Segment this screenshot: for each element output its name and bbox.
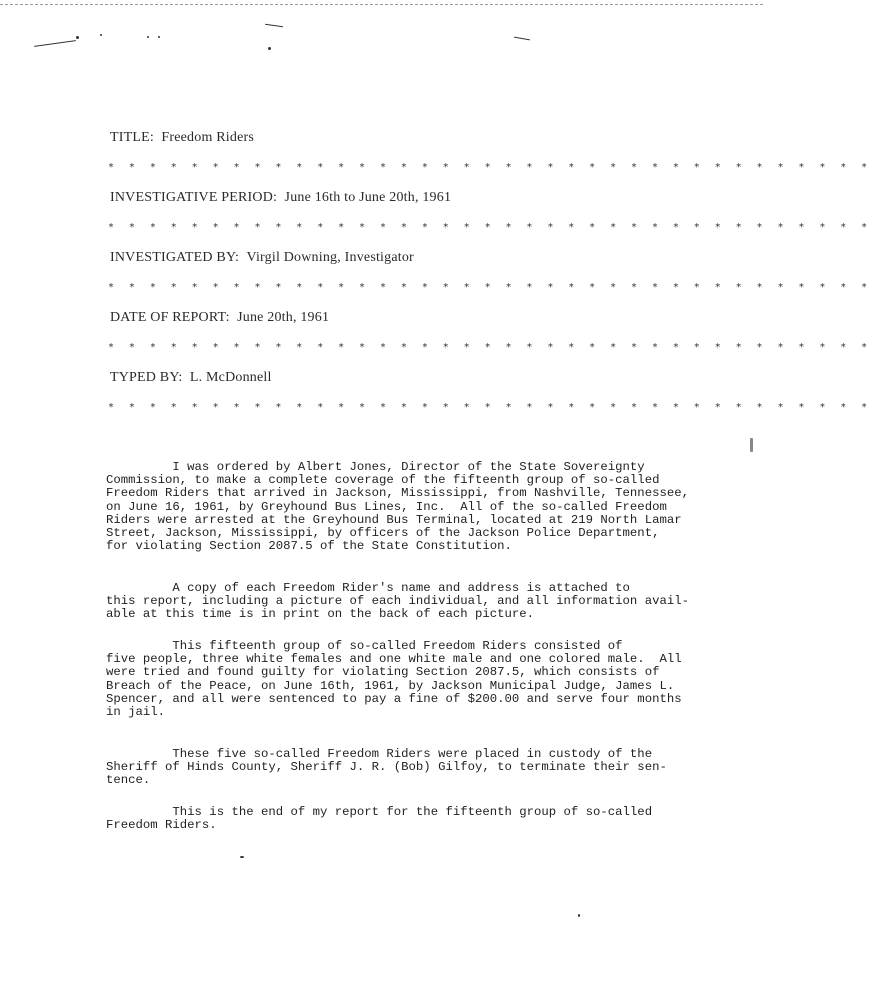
title-label: TITLE:	[110, 130, 154, 145]
scan-speck	[147, 36, 149, 38]
text-line: Street, Jackson, Mississippi, by officers of the Jackson Police Department,	[106, 526, 660, 541]
scan-speck	[578, 914, 580, 917]
text-line: were tried and found guilty for violating Section 2087.5, which consists of	[106, 665, 660, 680]
period-label: INVESTIGATIVE PERIOD:	[110, 190, 278, 205]
text-line: A copy of each Freedom Rider's name and address is attached to	[106, 581, 630, 595]
separator: * * * * * * * * * * * * * * * * * * * * * * * * * * * * * * * * * * * * *	[108, 282, 872, 293]
paragraph-2	[106, 582, 706, 622]
period-value: June 16th to June 20th, 1961	[284, 190, 452, 205]
scan-mark	[514, 37, 530, 41]
text-line: this report, including a picture of each individual, and all information avail-	[106, 594, 689, 609]
text-line: Riders were arrested at the Greyhound Bus Terminal, located at 219 North Lamar	[106, 512, 682, 527]
text-line: Freedom Riders that arrived in Jackson, Mississippi, from Nashville, Tennessee,	[106, 486, 689, 501]
text-line: tence.	[106, 773, 151, 788]
scan-speck	[76, 36, 79, 39]
text-line: able at this time is in print on the back of each picture.	[106, 607, 535, 622]
text-line: This is the end of my report for the fifteenth group of so-called	[106, 805, 653, 819]
text-line: five people, three white females and one white male and one colored male. All	[106, 652, 682, 667]
scan-edge-line	[0, 4, 763, 5]
period-field	[110, 190, 451, 206]
scan-mark	[34, 40, 76, 47]
date-label: DATE OF REPORT:	[110, 310, 230, 325]
text-line: Sheriff of Hinds County, Sheriff J. R. (Bob) Gilfoy, to terminate their sen-	[106, 760, 667, 775]
separator: * * * * * * * * * * * * * * * * * * * * * * * * * * * * * * * * * * * * *	[108, 342, 872, 353]
scan-speck	[158, 36, 160, 38]
scan-speck	[268, 47, 271, 50]
text-line: Breach of the Peace, on June 16th, 1961, by Jackson Municipal Judge, James L.	[106, 678, 675, 693]
text-line: I was ordered by Albert Jones, Director of the State Sovereignty	[106, 460, 645, 474]
scan-speck	[100, 34, 102, 36]
title-field	[110, 130, 254, 146]
text-line: Freedom Riders.	[106, 818, 217, 833]
text-line: on June 16, 1961, by Greyhound Bus Lines, Inc. All of the so-called Freedom	[106, 499, 667, 514]
text-line: in jail.	[106, 705, 166, 720]
investigator-label: INVESTIGATED BY:	[110, 250, 240, 265]
text-line: These five so-called Freedom Riders were placed in custody of the	[106, 747, 653, 761]
separator: * * * * * * * * * * * * * * * * * * * * * * * * * * * * * * * * * * * * *	[108, 222, 872, 233]
text-line: Commission, to make a complete coverage of the fifteenth group of so-called	[106, 473, 660, 488]
date-value: June 20th, 1961	[237, 310, 330, 325]
title-value: Freedom Riders	[161, 130, 254, 145]
text-line: for violating Section 2087.5 of the State Constitution.	[106, 539, 512, 554]
paragraph-4	[106, 748, 706, 788]
paragraph-1	[106, 461, 706, 553]
separator: * * * * * * * * * * * * * * * * * * * * * * * * * * * * * * * * * * * * *	[108, 402, 872, 413]
scan-speck	[240, 856, 244, 858]
investigator-field	[110, 250, 414, 266]
typed-field	[110, 370, 272, 386]
date-field	[110, 310, 329, 326]
paragraph-3	[106, 640, 706, 719]
scan-speck	[750, 438, 753, 452]
text-line: This fifteenth group of so-called Freedom Riders consisted of	[106, 639, 623, 653]
typed-label: TYPED BY:	[110, 370, 183, 385]
text-line: Spencer, and all were sentenced to pay a fine of $200.00 and serve four months	[106, 691, 682, 706]
scan-mark	[265, 24, 283, 27]
typed-value: L. McDonnell	[189, 370, 272, 385]
investigator-value: Virgil Downing, Investigator	[246, 250, 414, 265]
paragraph-5	[106, 806, 706, 832]
separator: * * * * * * * * * * * * * * * * * * * * * * * * * * * * * * * * * * * * *	[108, 162, 872, 173]
